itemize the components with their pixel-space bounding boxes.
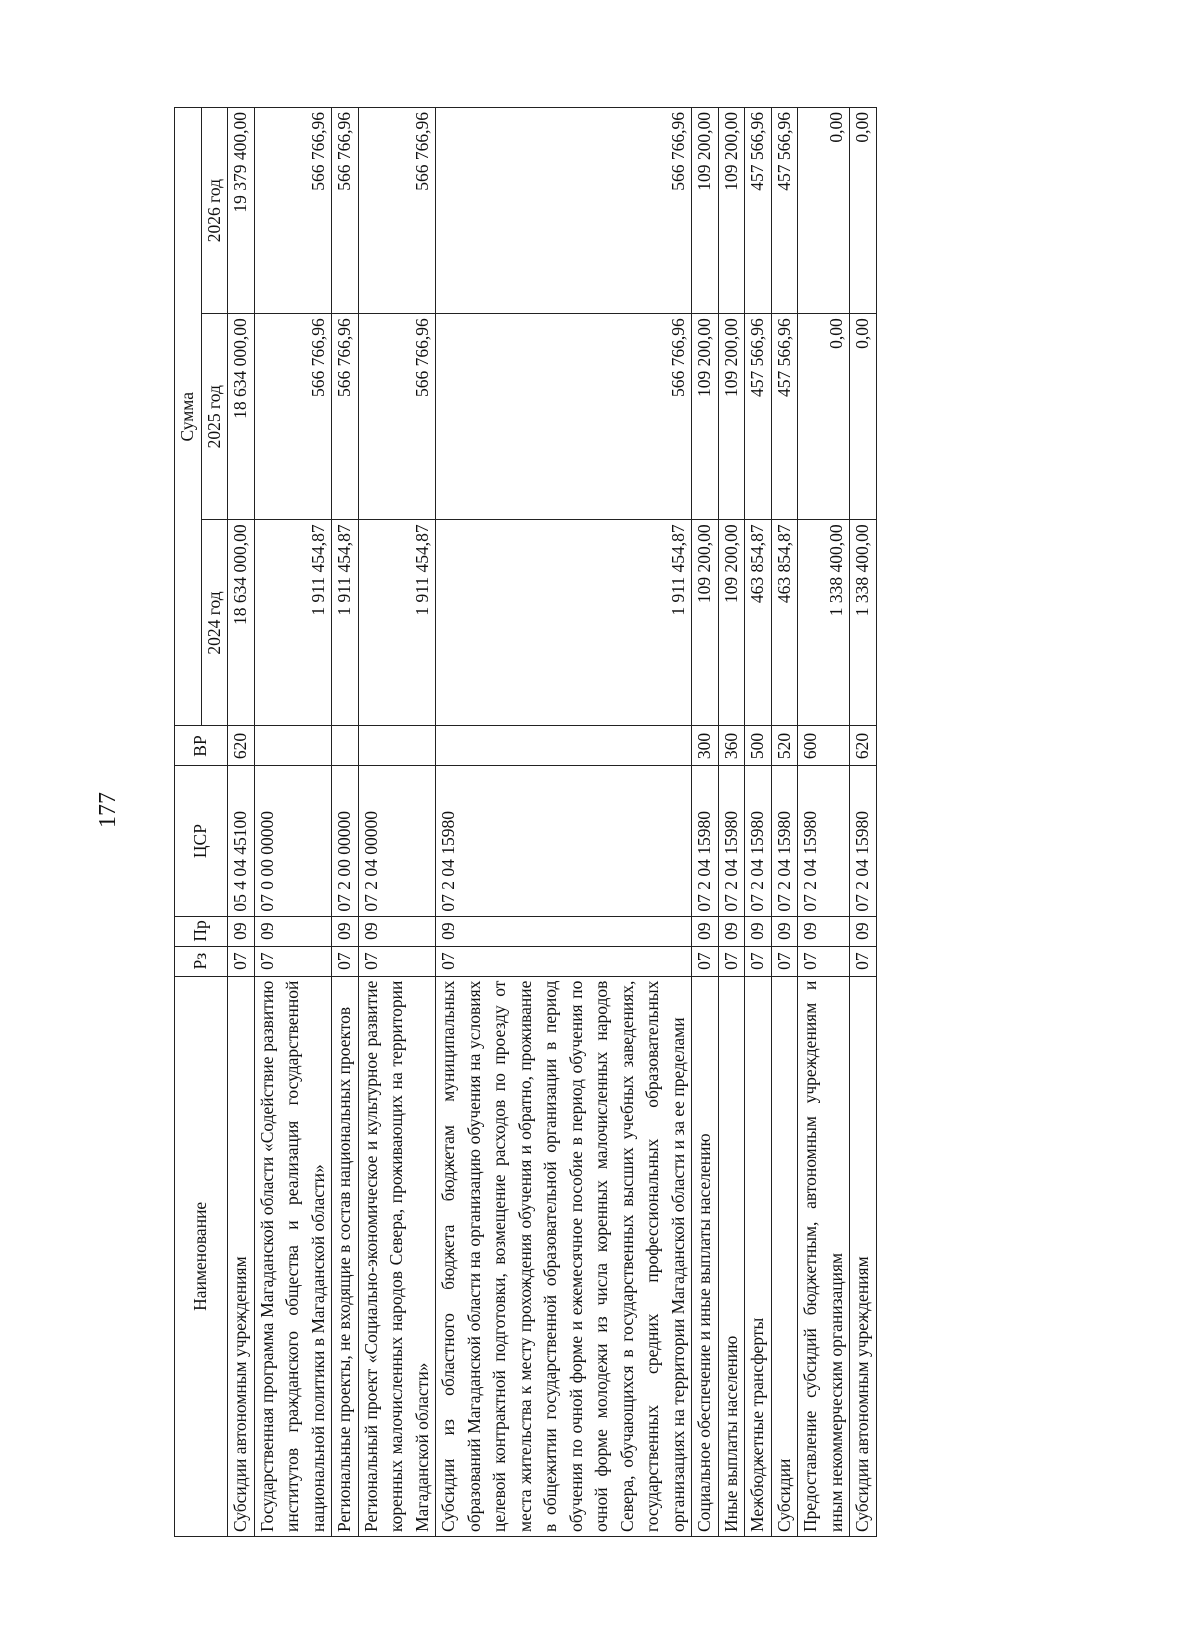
header-year-2026: 2026 год [201, 108, 228, 314]
cell-csr: 07 2 00 00000 [332, 766, 359, 916]
cell-2026: 0,00 [850, 108, 877, 314]
cell-2025: 457 566,96 [771, 314, 798, 520]
header-name: Наименование [175, 976, 228, 1536]
cell-name: Субсидии автономным учреждениям [228, 976, 255, 1536]
cell-2024: 1 911 454,87 [436, 520, 692, 726]
cell-csr: 05 4 04 45100 [228, 766, 255, 916]
cell-vr: 500 [745, 726, 772, 766]
cell-2024: 109 200,00 [692, 520, 719, 726]
cell-name: Субсидии автономным учреждениям [850, 976, 877, 1536]
cell-2026: 566 766,96 [332, 108, 359, 314]
cell-2025: 0,00 [850, 314, 877, 520]
cell-name: Социальное обеспечение и иные выплаты населению [692, 976, 719, 1536]
budget-table-container [174, 107, 1050, 1537]
cell-2026: 109 200,00 [692, 108, 719, 314]
cell-rz: 07 [850, 946, 877, 976]
cell-name: Иные выплаты населению [718, 976, 745, 1536]
cell-csr: 07 2 04 15980 [798, 766, 850, 916]
cell-2026: 566 766,96 [436, 108, 692, 314]
header-pr: Пр [175, 916, 228, 946]
cell-2024: 1 911 454,87 [358, 520, 436, 726]
cell-pr: 09 [692, 916, 719, 946]
table-row [228, 108, 255, 1537]
header-csr: ЦСР [175, 766, 228, 916]
cell-rz: 07 [358, 946, 436, 976]
cell-rz: 07 [771, 946, 798, 976]
cell-rz: 07 [745, 946, 772, 976]
cell-2025: 566 766,96 [332, 314, 359, 520]
header-sum: Сумма [175, 108, 202, 726]
cell-vr: 520 [771, 726, 798, 766]
header-year-2024: 2024 год [201, 520, 228, 726]
cell-2025: 457 566,96 [745, 314, 772, 520]
cell-vr [358, 726, 436, 766]
cell-rz: 07 [436, 946, 692, 976]
cell-pr: 09 [798, 916, 850, 946]
cell-2025: 109 200,00 [692, 314, 719, 520]
cell-name: Субсидии [771, 976, 798, 1536]
table-row [850, 108, 877, 1537]
header-rz: Рз [175, 946, 228, 976]
cell-vr [436, 726, 692, 766]
cell-vr [332, 726, 359, 766]
cell-name: Субсидии из областного бюджета бюджетам муниципальных образований Магаданской области на организацию обучения на условиях целевой контрактной подготовки, возмещение расходов по проезду от места жительства к месту прохождения обучения и обратно, проживание в общежитии государственной образовательной организации в период обучения по очной форме и ежемесячное пособие в период обучения по очной форме молодежи из числа коренных малочисленных народов Севера, обучающихся в государственных высших учебных заведениях, государственных средних профессиональных образовательных организациях на территории Магаданской области и за ее пределами [436, 976, 692, 1536]
cell-2025: 109 200,00 [718, 314, 745, 520]
cell-rz: 07 [228, 946, 255, 976]
cell-2026: 457 566,96 [771, 108, 798, 314]
cell-2024: 1 911 454,87 [254, 520, 332, 726]
cell-rz: 07 [332, 946, 359, 976]
cell-pr: 09 [228, 916, 255, 946]
cell-2026: 566 766,96 [254, 108, 332, 314]
cell-vr [254, 726, 332, 766]
header-vr: ВР [175, 726, 228, 766]
cell-name: Региональные проекты, не входящие в состав национальных проектов [332, 976, 359, 1536]
cell-vr: 300 [692, 726, 719, 766]
cell-pr: 09 [850, 916, 877, 946]
table-row [332, 108, 359, 1537]
cell-2024: 463 854,87 [771, 520, 798, 726]
cell-csr: 07 2 04 00000 [358, 766, 436, 916]
cell-csr: 07 2 04 15980 [850, 766, 877, 916]
cell-2025: 566 766,96 [436, 314, 692, 520]
budget-table [174, 107, 877, 1537]
cell-2025: 566 766,96 [254, 314, 332, 520]
cell-rz: 07 [692, 946, 719, 976]
table-row [436, 108, 692, 1537]
cell-2024: 463 854,87 [745, 520, 772, 726]
cell-pr: 09 [436, 916, 692, 946]
cell-csr: 07 0 00 00000 [254, 766, 332, 916]
cell-2024: 1 338 400,00 [798, 520, 850, 726]
cell-2025: 18 634 000,00 [228, 314, 255, 520]
cell-2026: 457 566,96 [745, 108, 772, 314]
cell-2026: 566 766,96 [358, 108, 436, 314]
cell-pr: 09 [771, 916, 798, 946]
cell-rz: 07 [254, 946, 332, 976]
cell-csr: 07 2 04 15980 [718, 766, 745, 916]
cell-2024: 1 911 454,87 [332, 520, 359, 726]
table-row [254, 108, 332, 1537]
budget-table-rotated [174, 107, 1050, 1537]
cell-2026: 0,00 [798, 108, 850, 314]
table-body [228, 108, 877, 1537]
cell-name: Предоставление субсидий бюджетным, автономным учреждениям и иным некоммерческим организациям [798, 976, 850, 1536]
table-row [692, 108, 719, 1537]
cell-pr: 09 [718, 916, 745, 946]
cell-2025: 566 766,96 [358, 314, 436, 520]
table-row [358, 108, 436, 1537]
cell-csr: 07 2 04 15980 [745, 766, 772, 916]
cell-2026: 109 200,00 [718, 108, 745, 314]
cell-rz: 07 [718, 946, 745, 976]
page-number: 177 [95, 792, 121, 828]
cell-pr: 09 [332, 916, 359, 946]
cell-2024: 18 634 000,00 [228, 520, 255, 726]
cell-2024: 109 200,00 [718, 520, 745, 726]
header-year-2025: 2025 год [201, 314, 228, 520]
cell-pr: 09 [358, 916, 436, 946]
table-row [745, 108, 772, 1537]
cell-csr: 07 2 04 15980 [692, 766, 719, 916]
cell-name: Межбюджетные трансферты [745, 976, 772, 1536]
cell-vr: 620 [850, 726, 877, 766]
table-row [771, 108, 798, 1537]
cell-2026: 19 379 400,00 [228, 108, 255, 314]
header-row-top [175, 108, 202, 1537]
cell-2025: 0,00 [798, 314, 850, 520]
cell-csr: 07 2 04 15980 [436, 766, 692, 916]
cell-vr: 600 [798, 726, 850, 766]
table-row [718, 108, 745, 1537]
cell-rz: 07 [798, 946, 850, 976]
table-row [798, 108, 850, 1537]
cell-vr: 620 [228, 726, 255, 766]
cell-name: Государственная программа Магаданской области «Содействие развитию институтов гражданского общества и реализация государственной национальной политики в Магаданской области» [254, 976, 332, 1536]
cell-2024: 1 338 400,00 [850, 520, 877, 726]
cell-name: Региональный проект «Социально-экономическое и культурное развитие коренных малочисленных народов Севера, проживающих на территории Магаданской области» [358, 976, 436, 1536]
cell-pr: 09 [745, 916, 772, 946]
cell-vr: 360 [718, 726, 745, 766]
cell-pr: 09 [254, 916, 332, 946]
cell-csr: 07 2 04 15980 [771, 766, 798, 916]
